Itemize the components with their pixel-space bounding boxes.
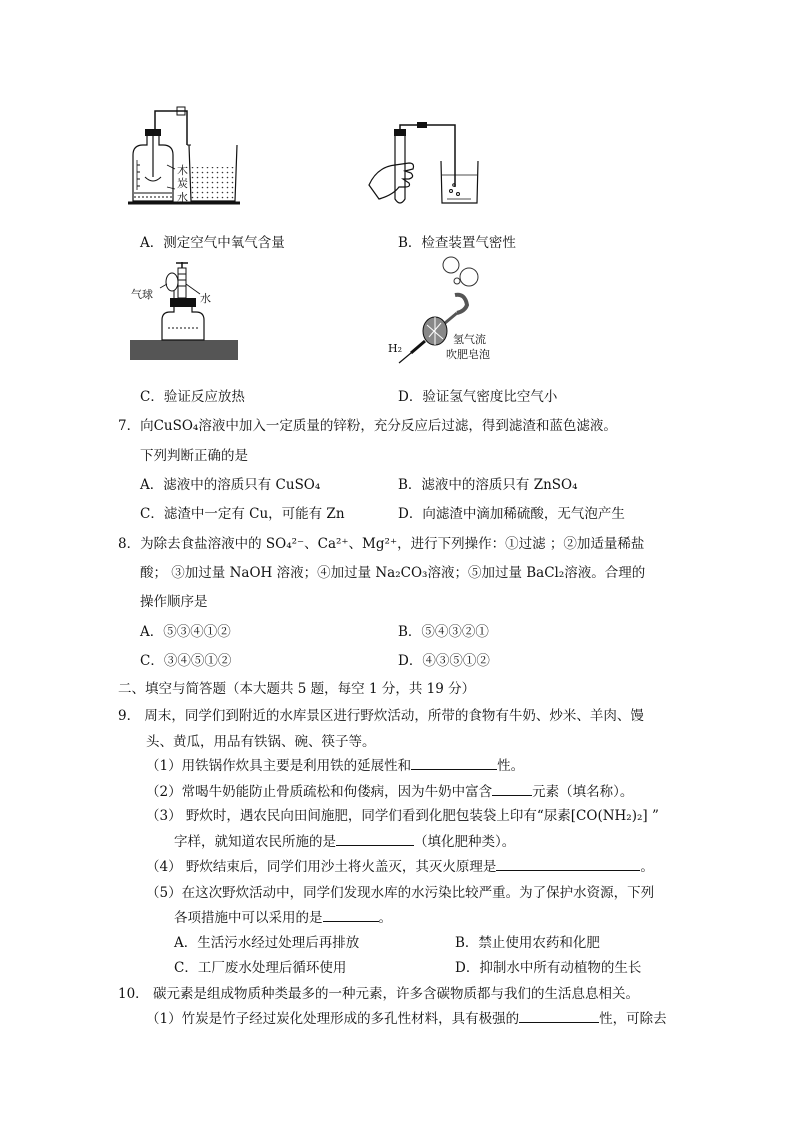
q9-part4-blank[interactable] bbox=[496, 856, 640, 871]
q10-part1-text-a: （1）竹炭是竹子经过炭化处理形成的多孔性材料，具有极强的 bbox=[146, 1011, 520, 1027]
q9-part3-text-b: 字样，就知道农民所施的是 bbox=[174, 834, 336, 850]
q9-part1-text-b: 性。 bbox=[497, 758, 525, 774]
figure-a-label-carbon-1: 木 bbox=[177, 164, 188, 177]
figure-d-label-h2: H₂ bbox=[388, 342, 403, 355]
q9-part1 bbox=[146, 754, 524, 774]
q7-stem-line2: 下列判断正确的是 bbox=[140, 448, 248, 464]
q6-option-d: D．验证氢气密度比空气小 bbox=[398, 389, 558, 405]
q10-part1-blank[interactable] bbox=[519, 1008, 599, 1023]
figure-c-label-water: 水 bbox=[200, 292, 211, 305]
figure-b-airtightness-apparatus bbox=[365, 115, 490, 210]
q9-part1-text-a: （1）用铁锅作炊具主要是利用铁的延展性和 bbox=[146, 758, 412, 774]
q9-part5-text-b: 各项措施中可以采用的是 bbox=[174, 910, 323, 926]
q9-part5-blank[interactable] bbox=[323, 907, 379, 922]
q9-option-b: B．禁止使用农药和化肥 bbox=[455, 935, 600, 951]
q7-option-d: D．向滤渣中滴加稀硫酸，无气泡产生 bbox=[398, 506, 625, 522]
q7-option-a: A．滤液中的溶质只有 CuSO₄ bbox=[140, 477, 321, 493]
q9-part2-blank[interactable] bbox=[492, 781, 532, 796]
section-2-title: 二、填空与简答题（本大题共 5 题，每空 1 分，共 19 分） bbox=[118, 681, 476, 697]
q9-part3-line1: （3） 野炊时，遇农民向田间施肥，同学们看到化肥包装袋上印有“尿素[CO(NH₂)₂] ” bbox=[146, 808, 659, 824]
q9-part4-text-a: （4） 野炊结束后，同学们用沙土将火盖灭，其灭火原理是 bbox=[146, 859, 497, 875]
figure-a-label-water: 水 bbox=[177, 191, 188, 204]
q6-option-b: B．检查装置气密性 bbox=[398, 235, 516, 251]
q8-option-d: D．④③⑤①② bbox=[398, 653, 490, 669]
q9-part3-text-c: （填化肥种类）。 bbox=[414, 834, 516, 850]
q9-part5-line1: （5）在这次野炊活动中，同学们发现水库的水污染比较严重。为了保护水资源，下列 bbox=[146, 885, 655, 901]
q9-option-c: C．工厂废水处理后循环使用 bbox=[174, 960, 347, 976]
figure-d-label-line1: 氢气流 bbox=[453, 333, 486, 346]
q10-part1-text-b: 性，可除去 bbox=[599, 1011, 667, 1027]
figure-c-label-balloon: 气球 bbox=[131, 288, 153, 301]
figure-d-label-line2: 吹肥皂泡 bbox=[446, 348, 490, 361]
q7-stem-line1: 7．向CuSO₄溶液中加入一定质量的锌粉，充分反应后过滤，得到滤渣和蓝色滤液。 bbox=[118, 418, 617, 434]
q9-part3-blank[interactable] bbox=[336, 831, 414, 846]
q8-stem-line3: 操作顺序是 bbox=[140, 594, 208, 610]
q9-stem-line1: 9． 周末，同学们到附近的水库景区进行野炊活动，所带的食物有牛奶、炒米、羊肉、馒 bbox=[118, 708, 644, 724]
q9-part4 bbox=[146, 855, 654, 875]
q7-option-c: C．滤渣中一定有 Cu，可能有 Zn bbox=[140, 506, 345, 522]
q9-part2 bbox=[146, 780, 633, 800]
q7-option-b: B．滤液中的溶质只有 ZnSO₄ bbox=[398, 477, 578, 493]
q9-part2-text-b: 元素（填名称）。 bbox=[532, 784, 634, 800]
q8-stem-line2: 酸； ③加过量 NaOH 溶液；④加过量 Na₂CO₃溶液；⑤加过量 BaCl₂溶液。合理的 bbox=[140, 565, 646, 581]
q8-option-b: B．⑤④③②① bbox=[398, 624, 489, 640]
q8-option-a: A．⑤③④①② bbox=[140, 624, 231, 640]
figure-a-label-carbon-2: 炭 bbox=[177, 177, 188, 190]
q8-option-c: C．③④⑤①② bbox=[140, 653, 232, 669]
q10-part1 bbox=[146, 1007, 667, 1027]
q9-part3-line2 bbox=[174, 830, 515, 850]
q10-stem-line1: 10． 碳元素是组成物质种类最多的一种元素，许多含碳物质都与我们的生活息息相关。 bbox=[118, 986, 639, 1002]
q9-option-d: D．抑制水中所有动植物的生长 bbox=[455, 960, 642, 976]
q6-option-c: C．验证反应放热 bbox=[140, 389, 245, 405]
q9-part5-text-c: 。 bbox=[378, 910, 392, 926]
q9-part2-text-a: （2）常喝牛奶能防止骨质疏松和佝偻病，因为牛奶中富含 bbox=[146, 784, 493, 800]
q9-part5-line2 bbox=[174, 906, 392, 926]
q6-option-a: A．测定空气中氧气含量 bbox=[140, 235, 285, 251]
figure-c-heat-apparatus bbox=[130, 262, 240, 362]
q9-part4-text-b: 。 bbox=[640, 859, 654, 875]
q9-option-a: A．生活污水经过处理后再排放 bbox=[174, 935, 360, 951]
q8-stem-line1: 8．为除去食盐溶液中的 SO₄²⁻、Ca²⁺、Mg²⁺，进行下列操作：①过滤 ；②加适量稀盐 bbox=[118, 536, 645, 552]
q9-stem-line2: 头、黄瓜，用品有铁锅、碗、筷子等。 bbox=[146, 734, 376, 750]
q9-part1-blank[interactable] bbox=[411, 755, 497, 770]
